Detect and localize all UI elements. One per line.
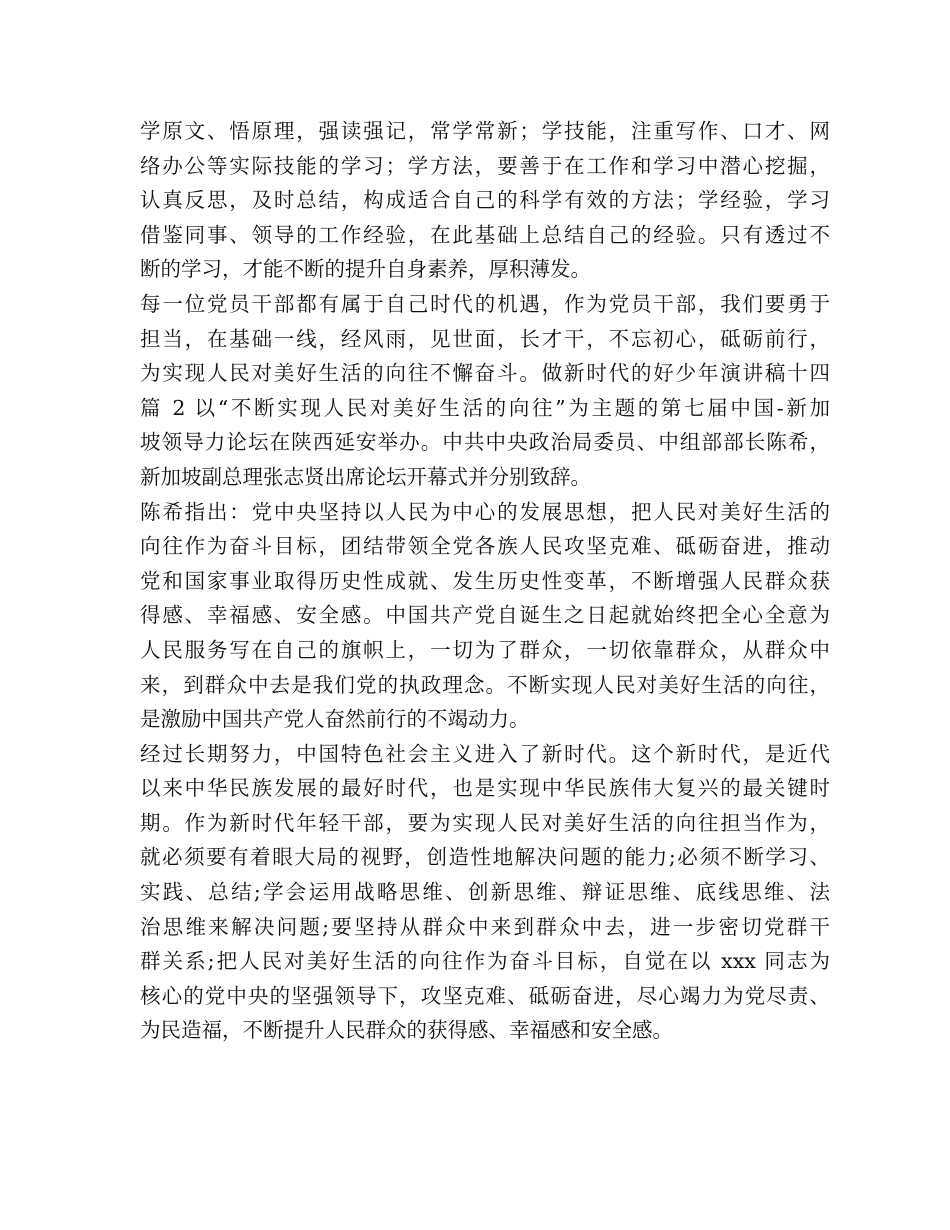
text-line: 为实现人民对美好生活的向往不懈奋斗。做新时代的好少年演讲稿十四	[140, 361, 830, 386]
text-line: 群关系;把人民对美好生活的向往作为奋斗目标，自觉在以 xxx 同志为	[140, 949, 830, 974]
text-line: 担当，在基础一线，经风雨，见世面，长才干，不忘初心，砥砺前行，	[140, 326, 830, 351]
text-line: 党和国家事业取得历史性成就、发生历史性变革，不断增强人民群众获	[140, 568, 830, 593]
document-body	[140, 114, 830, 1048]
text-line: 络办公等实际技能的学习；学方法，要善于在工作和学习中潜心挖掘，	[140, 153, 830, 178]
text-line: 人民服务写在自己的旗帜上，一切为了群众，一切依靠群众，从群众中	[140, 637, 830, 662]
text-line: 新加坡副总理张志贤出席论坛开幕式并分别致辞。	[140, 464, 591, 489]
text-line: 实践、总结;学会运用战略思维、创新思维、辩证思维、底线思维、法	[140, 880, 830, 905]
text-line: 坡领导力论坛在陕西延安举办。中共中央政治局委员、中组部部长陈希，	[140, 430, 830, 455]
text-line: 借鉴同事、领导的工作经验，在此基础上总结自己的经验。只有透过不	[140, 222, 830, 247]
text-line: 每一位党员干部都有属于自己时代的机遇，作为党员干部，我们要勇于	[140, 291, 830, 316]
text-line: 向往作为奋斗目标，团结带领全党各族人民攻坚克难、砥砺奋进，推动	[140, 534, 830, 559]
text-line: 断的学习，才能不断的提升自身素养，厚积薄发。	[140, 257, 591, 282]
text-line: 是激励中国共产党人奋然前行的不竭动力。	[140, 707, 530, 732]
text-line: 治思维来解决问题;要坚持从群众中来到群众中去，进一步密切党群干	[140, 914, 830, 939]
text-line: 得感、幸福感、安全感。中国共产党自诞生之日起就始终把全心全意为	[140, 603, 830, 628]
text-line: 期。作为新时代年轻干部，要为实现人民对美好生活的向往担当作为，	[140, 810, 830, 835]
text-line: 以来中华民族发展的最好时代，也是实现中华民族伟大复兴的最关键时	[140, 776, 830, 801]
text-line: 学原文、悟原理，强读强记，常学常新；学技能，注重写作、口才、网	[140, 119, 830, 143]
text-line: 为民造福，不断提升人民群众的获得感、幸福感和安全感。	[140, 1018, 673, 1043]
text-line: 篇 2 以“不断实现人民对美好生活的向往”为主题的第七届中国-新加	[140, 395, 830, 420]
text-line: 就必须要有着眼大局的视野，创造性地解决问题的能力;必须不断学习、	[140, 845, 830, 870]
text-line: 陈希指出：党中央坚持以人民为中心的发展思想，把人民对美好生活的	[140, 499, 830, 524]
text-line: 来，到群众中去是我们党的执政理念。不断实现人民对美好生活的向往，	[140, 672, 830, 697]
text-line: 经过长期努力，中国特色社会主义进入了新时代。这个新时代，是近代	[140, 741, 830, 766]
text-line: 核心的党中央的坚强领导下，攻坚克难、砥砺奋进，尽心竭力为党尽责、	[140, 983, 830, 1008]
text-line: 认真反思，及时总结，构成适合自己的科学有效的方法；学经验，学习	[140, 188, 830, 213]
